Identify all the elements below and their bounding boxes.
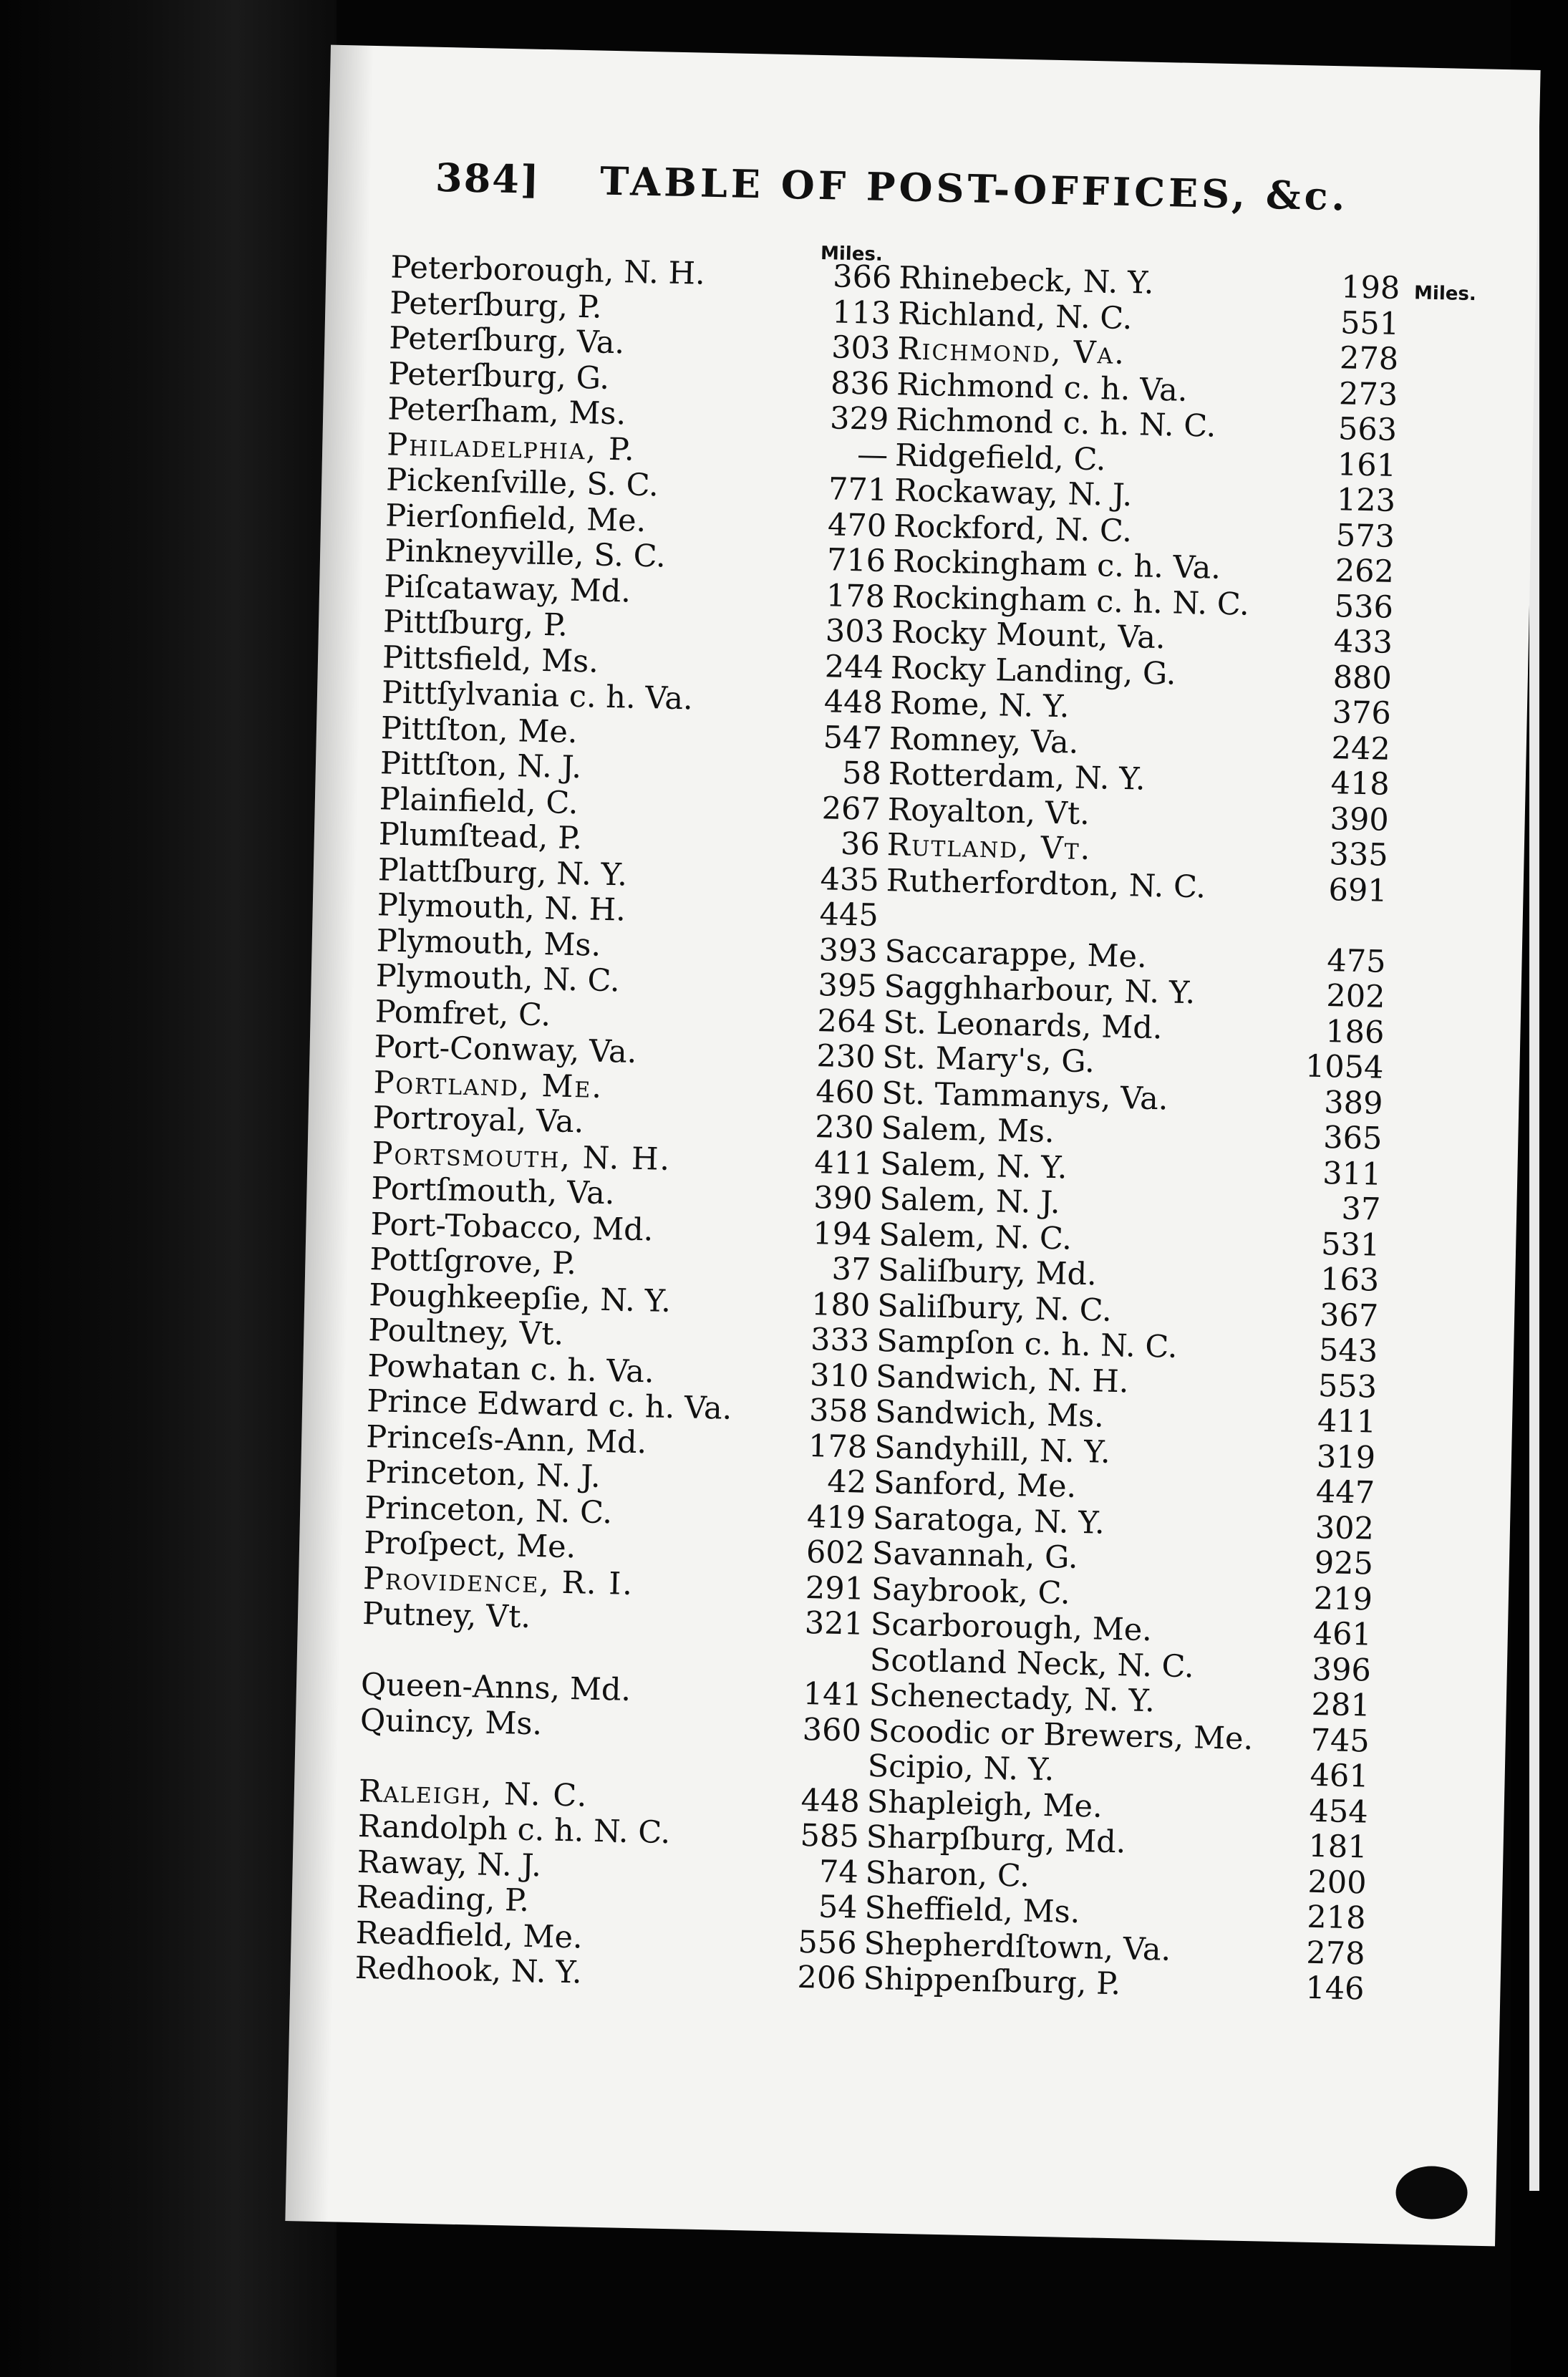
place-name: Pinkneyville, S. C. bbox=[384, 533, 667, 575]
miles-value: 262 bbox=[1335, 553, 1395, 590]
miles-value: 360 bbox=[802, 1711, 862, 1749]
place-name: Peterſham, Ms. bbox=[387, 391, 626, 432]
place-name: Sandwich, Ms. bbox=[874, 1393, 1105, 1435]
place-name: Providence, R. I. bbox=[362, 1560, 634, 1602]
miles-value: 435 bbox=[820, 861, 880, 899]
place-name: Peterſburg, Va. bbox=[388, 320, 625, 362]
miles-value: 389 bbox=[1323, 1084, 1383, 1122]
miles-value: 531 bbox=[1320, 1226, 1380, 1264]
place-name: Sharpſburg, Md. bbox=[866, 1819, 1126, 1861]
miles-value: 194 bbox=[812, 1215, 872, 1253]
miles-value: 925 bbox=[1314, 1544, 1374, 1582]
place-name: Sheffield, Ms. bbox=[864, 1889, 1080, 1931]
place-name: Plymouth, N. H. bbox=[377, 887, 626, 929]
miles-value: 302 bbox=[1315, 1509, 1375, 1547]
miles-value: 198 bbox=[1340, 269, 1400, 306]
miles-value: 573 bbox=[1335, 517, 1395, 555]
place-name: Scarborough, Me. bbox=[870, 1606, 1153, 1649]
place-name: Pickenſville, S. C. bbox=[385, 462, 659, 504]
miles-value: 180 bbox=[810, 1286, 871, 1324]
place-name: Sandyhill, N. Y. bbox=[873, 1429, 1111, 1471]
place-name: Pittſylvania c. h. Va. bbox=[381, 674, 694, 717]
miles-value: 42 bbox=[826, 1463, 867, 1501]
place-name: Richland, N. C. bbox=[897, 295, 1133, 337]
miles-value: 202 bbox=[1325, 978, 1386, 1015]
miles-value: 454 bbox=[1309, 1793, 1369, 1831]
place-name: Salem, N. J. bbox=[879, 1181, 1061, 1221]
miles-value: 418 bbox=[1330, 765, 1390, 803]
miles-value: 303 bbox=[831, 329, 891, 367]
place-name: Richmond c. h. N. C. bbox=[895, 402, 1216, 445]
miles-value: 333 bbox=[810, 1322, 870, 1359]
miles-value: 691 bbox=[1328, 871, 1388, 909]
book-page bbox=[285, 45, 1540, 2247]
miles-value: 278 bbox=[1339, 340, 1399, 377]
place-name: Portſmouth, Va. bbox=[371, 1171, 615, 1212]
right-column bbox=[863, 261, 1400, 2008]
miles-value: 366 bbox=[832, 258, 892, 296]
place-name: Raleigh, N. C. bbox=[358, 1773, 589, 1814]
place-name: Pittsfield, Ms. bbox=[382, 639, 599, 680]
miles-value: 230 bbox=[816, 1038, 876, 1075]
miles-column-header-left: Miles. bbox=[820, 243, 884, 266]
miles-value: 880 bbox=[1332, 659, 1393, 697]
place-name: Sagghharbour, N. Y. bbox=[884, 969, 1196, 1012]
miles-value: 447 bbox=[1315, 1473, 1375, 1511]
miles-value: 230 bbox=[814, 1109, 875, 1146]
miles-value: 585 bbox=[800, 1817, 860, 1855]
miles-value: 244 bbox=[824, 648, 884, 686]
miles-value: 395 bbox=[818, 967, 878, 1004]
place-name: Prince Edward c. h. Va. bbox=[366, 1383, 732, 1427]
place-name: Royalton, Vt. bbox=[887, 791, 1090, 832]
miles-value: 113 bbox=[831, 294, 891, 331]
place-name: Saybrook, C. bbox=[871, 1571, 1071, 1612]
miles-value: 365 bbox=[1322, 1120, 1383, 1157]
miles-value: 311 bbox=[1322, 1155, 1382, 1193]
place-name: Port-Conway, Va. bbox=[374, 1029, 637, 1070]
miles-value: 836 bbox=[830, 364, 890, 402]
place-name: Sandwich, N. H. bbox=[875, 1358, 1130, 1400]
ink-blot bbox=[1396, 2166, 1468, 2219]
miles-value: 461 bbox=[1312, 1615, 1373, 1653]
place-name: Peterborough, N. H. bbox=[390, 249, 706, 292]
place-name: Rockingham c. h. Va. bbox=[892, 543, 1221, 586]
place-name: Princeton, N. C. bbox=[364, 1489, 613, 1531]
miles-value: 329 bbox=[829, 400, 889, 438]
place-name: Plainfield, C. bbox=[379, 780, 579, 821]
place-name: Rutland, Vt. bbox=[886, 827, 1092, 868]
miles-value: 445 bbox=[819, 896, 879, 934]
place-name: Sampſon c. h. N. C. bbox=[876, 1323, 1178, 1365]
place-name: Proſpect, Me. bbox=[363, 1525, 576, 1566]
miles-value: 335 bbox=[1329, 836, 1389, 873]
miles-value: 206 bbox=[797, 1959, 857, 1997]
place-name: Plymouth, N. C. bbox=[375, 958, 621, 999]
left-column bbox=[354, 250, 892, 1997]
miles-value: 74 bbox=[818, 1853, 859, 1891]
miles-value: 433 bbox=[1333, 624, 1393, 661]
place-name: Rome, N. Y. bbox=[889, 685, 1070, 725]
miles-value: 411 bbox=[1317, 1403, 1377, 1441]
miles-value: 242 bbox=[1331, 730, 1391, 768]
miles-value: 36 bbox=[840, 826, 881, 863]
miles-value: 358 bbox=[808, 1393, 868, 1430]
place-name: Portroyal, Va. bbox=[372, 1100, 584, 1141]
miles-value: 745 bbox=[1310, 1722, 1370, 1760]
place-name: Portsmouth, N. H. bbox=[372, 1135, 672, 1178]
miles-value: 54 bbox=[818, 1889, 858, 1926]
page-number: 384] bbox=[435, 154, 541, 203]
miles-value: 178 bbox=[808, 1428, 868, 1466]
miles-column-header-right: Miles. bbox=[1413, 282, 1477, 306]
place-name: Putney, Vt. bbox=[362, 1596, 531, 1635]
place-name: Rockford, N. C. bbox=[893, 508, 1133, 549]
place-name: Readfield, Me. bbox=[355, 1914, 584, 1956]
miles-value: 376 bbox=[1332, 694, 1392, 732]
miles-value: 186 bbox=[1325, 1013, 1385, 1051]
miles-value: 390 bbox=[813, 1180, 873, 1217]
place-name: Romney, Va. bbox=[889, 720, 1079, 761]
place-name: Salem, N. C. bbox=[878, 1216, 1073, 1257]
miles-value: 200 bbox=[1307, 1864, 1368, 1901]
place-name: Saccarappe, Me. bbox=[884, 933, 1148, 975]
miles-value: 563 bbox=[1337, 411, 1398, 448]
place-name: Randolph c. h. N. C. bbox=[357, 1808, 671, 1851]
miles-value: 58 bbox=[841, 755, 882, 792]
miles-value: — bbox=[856, 436, 889, 473]
miles-value: 543 bbox=[1318, 1332, 1378, 1370]
place-name: Richmond c. h. Va. bbox=[896, 366, 1189, 409]
miles-value: 367 bbox=[1319, 1297, 1379, 1335]
place-name: Shippenſburg, P. bbox=[863, 1960, 1121, 2003]
miles-value: 37 bbox=[831, 1251, 871, 1288]
miles-value: 303 bbox=[825, 613, 885, 650]
place-name: Scoodic or Brewers, Me. bbox=[868, 1713, 1254, 1757]
miles-value: 218 bbox=[1306, 1899, 1367, 1937]
place-name: Salem, Ms. bbox=[880, 1110, 1055, 1151]
miles-value: 161 bbox=[1337, 446, 1397, 484]
miles-value: 556 bbox=[798, 1924, 858, 1962]
place-name: Pittſburg, P. bbox=[382, 604, 568, 644]
place-name: Sanford, Me. bbox=[873, 1464, 1077, 1505]
place-name: Peterſburg, P. bbox=[389, 284, 603, 326]
place-name: Powhatan c. h. Va. bbox=[367, 1347, 655, 1390]
place-name: Saliſbury, Md. bbox=[877, 1252, 1098, 1293]
miles-value: 448 bbox=[800, 1782, 861, 1820]
miles-value: 264 bbox=[817, 1002, 877, 1040]
miles-value: 1054 bbox=[1305, 1048, 1384, 1086]
miles-value: 393 bbox=[818, 931, 879, 969]
place-name: Savannah, G. bbox=[871, 1535, 1079, 1576]
place-name: Plumſtead, P. bbox=[378, 816, 583, 857]
place-name: Pierſonfield, Me. bbox=[384, 497, 647, 539]
place-name: Portland, Me. bbox=[373, 1064, 604, 1105]
miles-value: 123 bbox=[1336, 482, 1396, 519]
miles-value: 460 bbox=[815, 1073, 876, 1111]
miles-value: 475 bbox=[1326, 942, 1387, 980]
place-name: Rockaway, N. J. bbox=[894, 473, 1133, 514]
miles-value: 411 bbox=[813, 1144, 873, 1182]
place-name: Poughkeepſie, N. Y. bbox=[368, 1277, 672, 1320]
miles-value: 396 bbox=[1312, 1651, 1372, 1689]
place-name: Scipio, N. Y. bbox=[867, 1748, 1055, 1788]
place-name: Queen-Anns, Md. bbox=[360, 1667, 631, 1708]
miles-value: 551 bbox=[1340, 304, 1400, 342]
miles-value: 602 bbox=[805, 1534, 866, 1572]
miles-value: 390 bbox=[1330, 800, 1390, 838]
place-name: Rhinebeck, N. Y. bbox=[898, 260, 1154, 301]
place-name: Schenectady, N. Y. bbox=[868, 1677, 1156, 1720]
miles-value: 547 bbox=[823, 719, 883, 757]
miles-value: 319 bbox=[1316, 1438, 1376, 1476]
miles-value: 163 bbox=[1320, 1261, 1380, 1299]
miles-value: 278 bbox=[1305, 1935, 1366, 1972]
miles-value: 219 bbox=[1313, 1580, 1373, 1618]
miles-value: 461 bbox=[1310, 1757, 1370, 1795]
page-header bbox=[435, 155, 1509, 227]
miles-value: 321 bbox=[804, 1604, 864, 1642]
place-name: Pomfret, C. bbox=[374, 993, 551, 1033]
place-name: Rutherfordton, N. C. bbox=[886, 862, 1206, 905]
place-name: Rocky Mount, Va. bbox=[891, 614, 1166, 657]
place-name: Peterſburg, G. bbox=[387, 355, 610, 397]
place-name: Sharon, C. bbox=[865, 1854, 1030, 1894]
miles-value: 291 bbox=[805, 1569, 865, 1607]
place-name: Reading, P. bbox=[356, 1879, 530, 1919]
place-name: Pittſton, N. J. bbox=[379, 745, 582, 786]
place-name: Poultney, Vt. bbox=[367, 1312, 564, 1352]
miles-value: 141 bbox=[803, 1675, 863, 1713]
place-name: Shapleigh, Me. bbox=[866, 1783, 1103, 1825]
place-name: Plymouth, Ms. bbox=[376, 922, 601, 964]
place-name: Quincy, Ms. bbox=[359, 1702, 543, 1742]
miles-value: 310 bbox=[809, 1357, 869, 1395]
place-name: Princeton, N. J. bbox=[364, 1454, 601, 1495]
miles-value: 771 bbox=[828, 471, 888, 509]
place-name: Plattſburg, N. Y. bbox=[377, 851, 628, 894]
miles-value: 273 bbox=[1338, 375, 1398, 413]
miles-value: 553 bbox=[1317, 1367, 1378, 1405]
miles-value: 37 bbox=[1341, 1191, 1381, 1228]
place-name: Shepherdſtown, Va. bbox=[863, 1925, 1171, 1968]
miles-value: 448 bbox=[823, 684, 884, 721]
place-name: Redhook, N. Y. bbox=[354, 1950, 583, 1991]
miles-value: 536 bbox=[1334, 588, 1394, 626]
place-name: Scotland Neck, N. C. bbox=[869, 1642, 1195, 1685]
place-name: Saliſbury, N. C. bbox=[876, 1287, 1113, 1329]
place-name: St. Leonards, Md. bbox=[883, 1004, 1163, 1046]
place-name: St. Mary's, G. bbox=[882, 1040, 1095, 1080]
place-name: Richmond, Va. bbox=[896, 331, 1126, 372]
place-name: Rocky Landing, G. bbox=[890, 649, 1176, 692]
place-name: Port-Tobacco, Md. bbox=[370, 1206, 654, 1248]
miles-value: 281 bbox=[1311, 1686, 1371, 1724]
place-name: Raway, N. J. bbox=[357, 1844, 542, 1884]
place-name: Pottſgrove, P. bbox=[369, 1241, 577, 1282]
miles-value: 716 bbox=[826, 542, 886, 580]
place-name: Rockingham c. h. N. C. bbox=[891, 578, 1250, 623]
miles-value: 470 bbox=[827, 506, 887, 544]
miles-value: 181 bbox=[1308, 1828, 1368, 1866]
place-name: Piſcataway, Md. bbox=[383, 568, 631, 610]
place-name: Ridgefield, C. bbox=[894, 437, 1107, 478]
miles-value: 146 bbox=[1305, 1970, 1365, 2008]
miles-value: 267 bbox=[821, 790, 881, 828]
place-name: Princeſs-Ann, Md. bbox=[365, 1418, 647, 1461]
place-name: Rotterdam, N. Y. bbox=[888, 756, 1146, 798]
book-binding-shadow bbox=[0, 0, 337, 2377]
miles-value: 419 bbox=[806, 1499, 866, 1536]
place-name: St. Tammanys, Va. bbox=[881, 1075, 1169, 1117]
miles-value: 178 bbox=[826, 577, 886, 615]
place-name: Pittſton, Me. bbox=[380, 710, 579, 750]
place-name: Philadelphia, P. bbox=[386, 426, 637, 468]
place-name: Saratoga, N. Y. bbox=[872, 1500, 1105, 1541]
place-name: Salem, N. Y. bbox=[879, 1146, 1068, 1186]
page-title: TABLE OF POST-OFFICES, &c. bbox=[599, 158, 1349, 220]
